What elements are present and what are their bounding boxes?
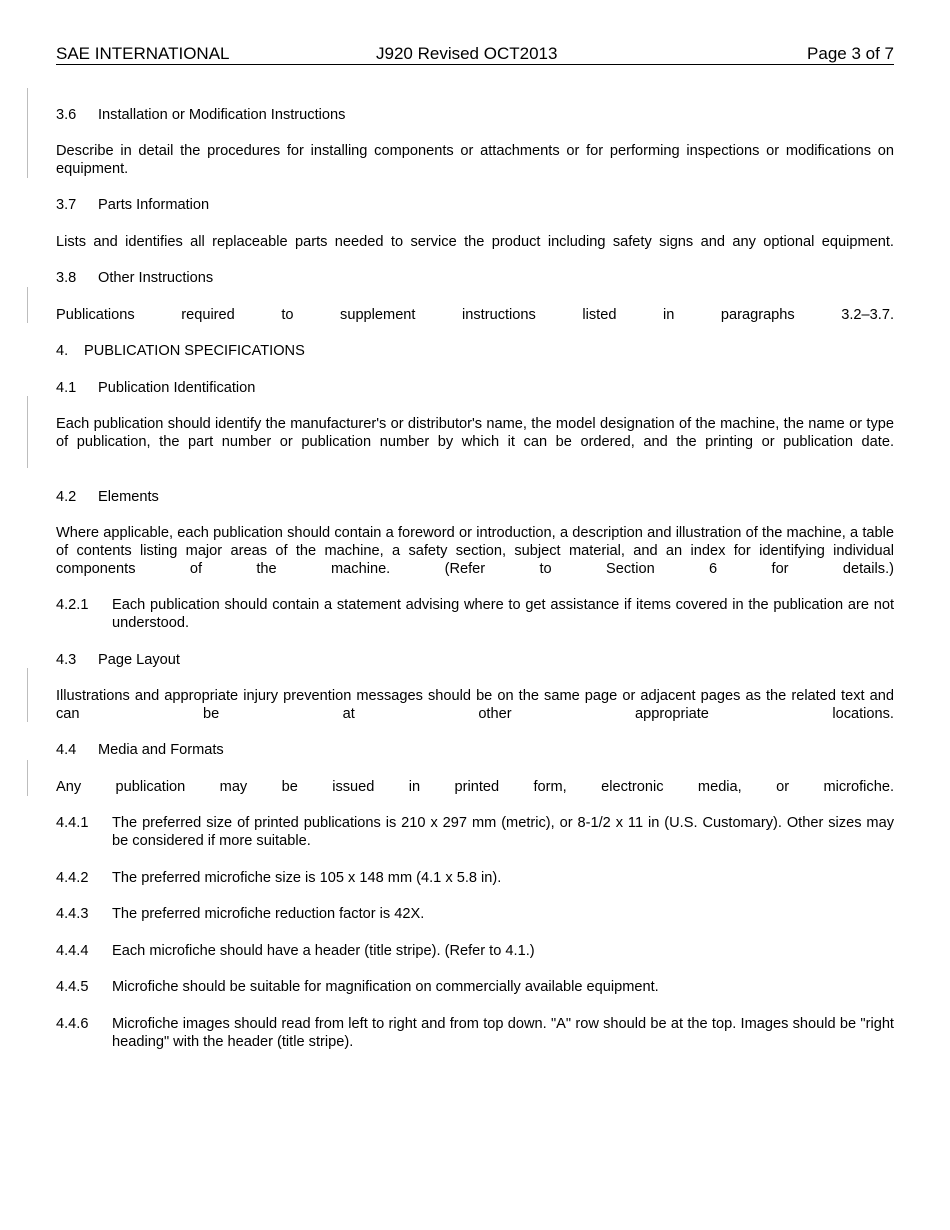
header-page-number: Page 3 of 7 [807,44,894,63]
header-document-id: J920 Revised OCT2013 [376,44,558,63]
section-number: 4. [56,343,69,359]
revision-bar [27,287,28,323]
section-heading-4-2 [56,488,894,506]
section-number: 4.4 [56,742,77,758]
section-number: 4.2 [56,489,77,505]
section-title: Installation or Modification Instructions [98,107,346,123]
item-number: 4.4.6 [56,1016,89,1032]
item-text: Each publication should contain a statement advising where to get assistance if items covered in the publication are not understood. [112,597,894,631]
numbered-item-4-4-2 [56,869,894,887]
item-number: 4.2.1 [56,597,89,613]
revision-bar [27,88,28,178]
section-number: 3.8 [56,270,77,286]
section-paragraph-4-3: Illustrations and appropriate injury prevention messages should be on the same page or adjacent pages as the related text and can be at other appropriate locations. [56,688,894,722]
revision-bar [27,760,28,796]
numbered-item-4-4-4 [56,942,894,960]
item-number: 4.4.2 [56,870,89,886]
section-title: Elements [98,489,159,505]
section-title: Publication Identification [98,380,256,396]
section-title: Parts Information [98,197,210,213]
numbered-item-4-4-1 [56,814,894,850]
numbered-item-4-4-3 [56,905,894,923]
item-text: Microfiche images should read from left to right and from top down. "A" row should be at the top. Images should be "right heading" with the header (title stripe). [112,1016,894,1050]
numbered-item-4-4-6 [56,1015,894,1051]
revision-bar [27,668,28,722]
section-paragraph-4-4: Any publication may be issued in printed form, electronic media, or microfiche. [56,779,894,795]
section-paragraph-3-8: Publications required to supplement instructions listed in paragraphs 3.2–3.7. [56,307,894,323]
header-organization: SAE INTERNATIONAL [56,44,230,63]
section-title: Page Layout [98,652,180,668]
item-text: The preferred size of printed publications is 210 x 297 mm (metric), or 8-1/2 x 11 in (U.S. Customary). Other sizes may be considered if more suitable. [112,815,894,849]
section-paragraph-4-1: Each publication should identify the manufacturer's or distributor's name, the model designation of the machine, the name or type of publication, the part number or publication number by which it can be ordered, and the printing or publication date. [56,416,894,450]
page-header [56,44,894,65]
item-number: 4.4.5 [56,979,89,995]
section-title: Media and Formats [98,742,224,758]
item-number: 4.4.3 [56,906,89,922]
section-paragraph-3-7: Lists and identifies all replaceable parts needed to service the product including safety signs and any optional equipment. [56,234,894,250]
item-text: Each microfiche should have a header (title stripe). (Refer to 4.1.) [112,943,535,959]
item-text: The preferred microfiche reduction factor is 42X. [112,906,425,922]
section-paragraph-3-6: Describe in detail the procedures for installing components or attachments or for performing inspections or modifications on equipment. [56,143,894,177]
numbered-item-4-2-1 [56,596,894,632]
item-number: 4.4.4 [56,943,89,959]
section-heading-3-8 [56,269,894,287]
section-number: 3.7 [56,197,77,213]
section-heading-3-6 [56,106,894,124]
section-number: 4.1 [56,380,77,396]
section-title: Other Instructions [98,270,214,286]
section-title: PUBLICATION SPECIFICATIONS [84,343,305,359]
item-number: 4.4.1 [56,815,89,831]
section-heading-3-7 [56,196,894,214]
section-heading-4-1 [56,379,894,397]
section-paragraph-4-2: Where applicable, each publication should contain a foreword or introduction, a description and illustration of the machine, a table of contents listing major areas of the machine, a safety section, subject material, and an index for identifying individual components of the machine. (Refer to Section 6 for details.) [56,525,894,577]
section-number: 4.3 [56,652,77,668]
item-text: Microfiche should be suitable for magnification on commercially available equipment. [112,979,659,995]
section-heading-4 [56,342,894,360]
section-number: 3.6 [56,107,77,123]
section-heading-4-4 [56,741,894,759]
section-heading-4-3 [56,651,894,669]
numbered-item-4-4-5 [56,978,894,996]
item-text: The preferred microfiche size is 105 x 148 mm (4.1 x 5.8 in). [112,870,502,886]
revision-bar [27,396,28,468]
